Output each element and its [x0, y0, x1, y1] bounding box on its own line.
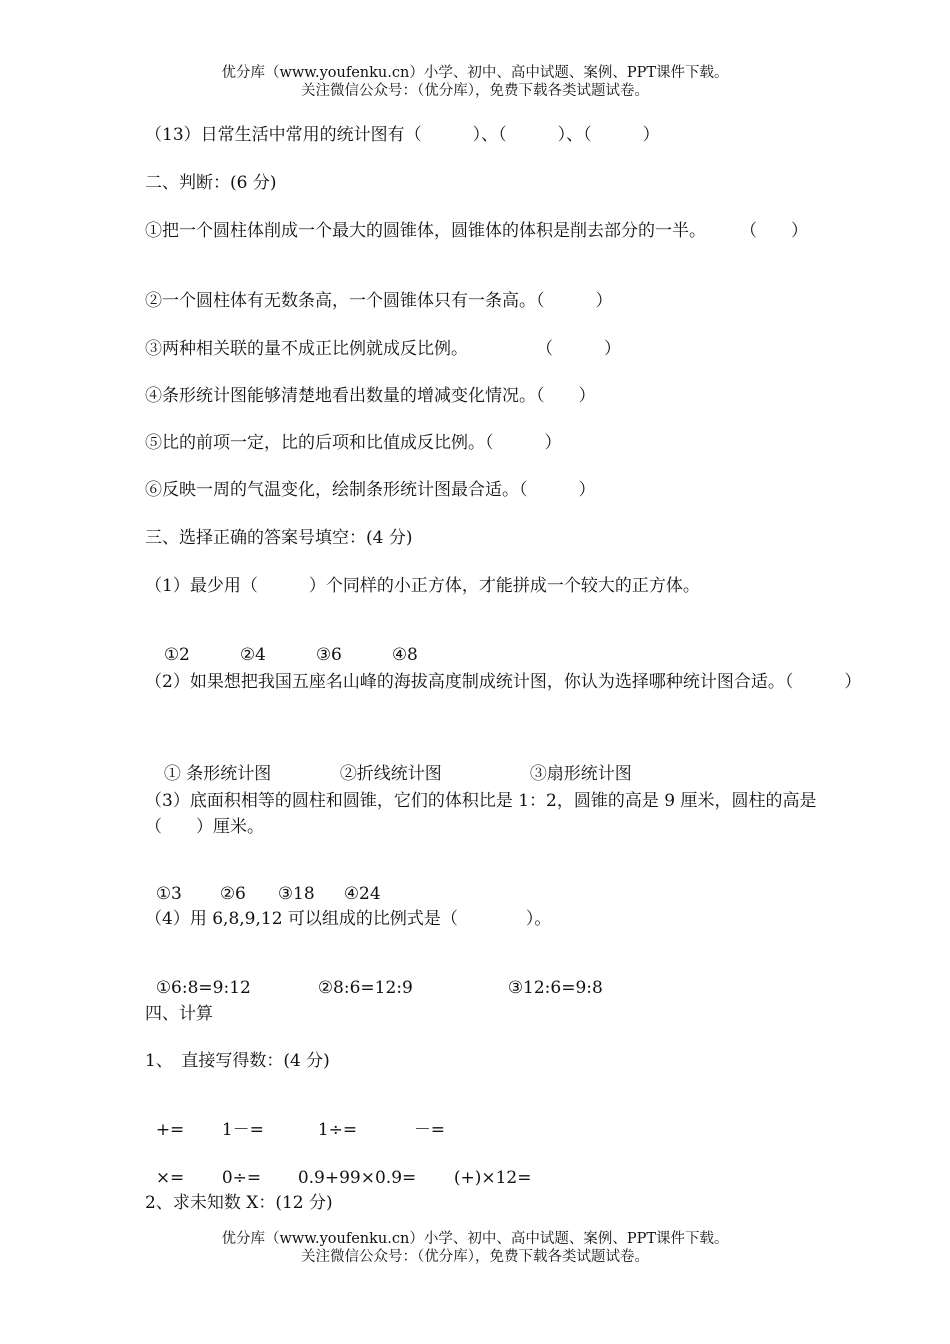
choice-question-3: （3）底面积相等的圆柱和圆锥，它们的体积比是 1：2，圆锥的高是 9 厘米，圆柱的高是（ ）厘米。 — [145, 791, 817, 837]
calc-row-2 — [145, 1145, 531, 1189]
judge-item-1: ①把一个圆柱体削成一个最大的圆锥体，圆锥体的体积是削去部分的一半。 （ ） — [145, 221, 808, 241]
option: ③6 — [315, 645, 342, 665]
option: ④24 — [343, 884, 381, 904]
calc-item: 0÷= — [221, 1168, 262, 1188]
judge-item-6: ⑥反映一周的气温变化，绘制条形统计图最合适。（ ） — [145, 480, 596, 500]
calc-item: －= — [413, 1120, 446, 1140]
option: ① 条形统计图 — [163, 764, 272, 784]
judge-item-3: ③两种相关联的量不成正比例就成反比例。 （ ） — [145, 339, 621, 359]
section-2-title: 二、判断：(6 分) — [145, 173, 277, 193]
footer-line-2: 关注微信公众号：（优分库），免费下载各类试题试卷。 — [301, 1249, 649, 1265]
option: ③12:6=9:8 — [507, 978, 603, 998]
section-3-title: 三、选择正确的答案号填空：(4 分) — [145, 528, 413, 548]
calc-sub-1: 1、 直接写得数：(4 分) — [145, 1051, 330, 1071]
option: ①3 — [155, 884, 182, 904]
page-header-bottom — [0, 1230, 950, 1266]
footer-line-1: 优分库（www.youfenku.cn）小学、初中、高中试题、案例、PPT课件下载。 — [221, 1231, 729, 1247]
option: ④8 — [391, 645, 418, 665]
judge-item-4: ④条形统计图能够清楚地看出数量的增减变化情况。（ ） — [145, 386, 596, 406]
header-line-2: 关注微信公众号：（优分库），免费下载各类试题试卷。 — [301, 83, 649, 99]
calc-item: 1－= — [221, 1120, 264, 1140]
header-line-1: 优分库（www.youfenku.cn）小学、初中、高中试题、案例、PPT课件下载。 — [221, 65, 729, 81]
choice-1-options — [153, 622, 418, 666]
calc-item: 1÷= — [317, 1120, 358, 1140]
calc-item: (+)×12= — [453, 1168, 532, 1188]
calc-item: += — [155, 1120, 185, 1140]
choice-question-2: （2）如果想把我国五座名山峰的海拔高度制成统计图，你认为选择哪种统计图合适。（ ） — [145, 672, 862, 692]
choice-question-4: （4）用 6,8,9,12 可以组成的比例式是（ ）。 — [145, 909, 552, 929]
choice-3-options — [145, 861, 381, 905]
choice-4-options — [145, 955, 603, 999]
option: ②8:6=12:9 — [317, 978, 413, 998]
calc-item: 0.9+99×0.9= — [297, 1168, 417, 1188]
option: ③18 — [277, 884, 315, 904]
option: ②6 — [219, 884, 246, 904]
question-13: （13）日常生活中常用的统计图有（ ）、（ ）、（ ） — [145, 125, 660, 145]
option: ③扇形统计图 — [529, 764, 632, 784]
judge-item-2: ②一个圆柱体有无数条高，一个圆锥体只有一条高。（ ） — [145, 291, 613, 311]
option: ②4 — [239, 645, 266, 665]
choice-2-options — [153, 741, 632, 785]
calc-item: ×= — [155, 1168, 185, 1188]
option: ①6:8=9:12 — [155, 978, 251, 998]
judge-item-5: ⑤比的前项一定，比的后项和比值成反比例。（ ） — [145, 433, 562, 453]
option: ②折线统计图 — [339, 764, 442, 784]
choice-question-1: （1）最少用（ ）个同样的小正方体，才能拼成一个较大的正方体。 — [145, 576, 700, 596]
calc-row-1 — [145, 1097, 445, 1141]
page-header-top — [0, 64, 950, 100]
section-4-title: 四、计算 — [145, 1004, 213, 1024]
option: ①2 — [163, 645, 190, 665]
calc-sub-2: 2、求未知数 X：(12 分) — [145, 1193, 333, 1213]
